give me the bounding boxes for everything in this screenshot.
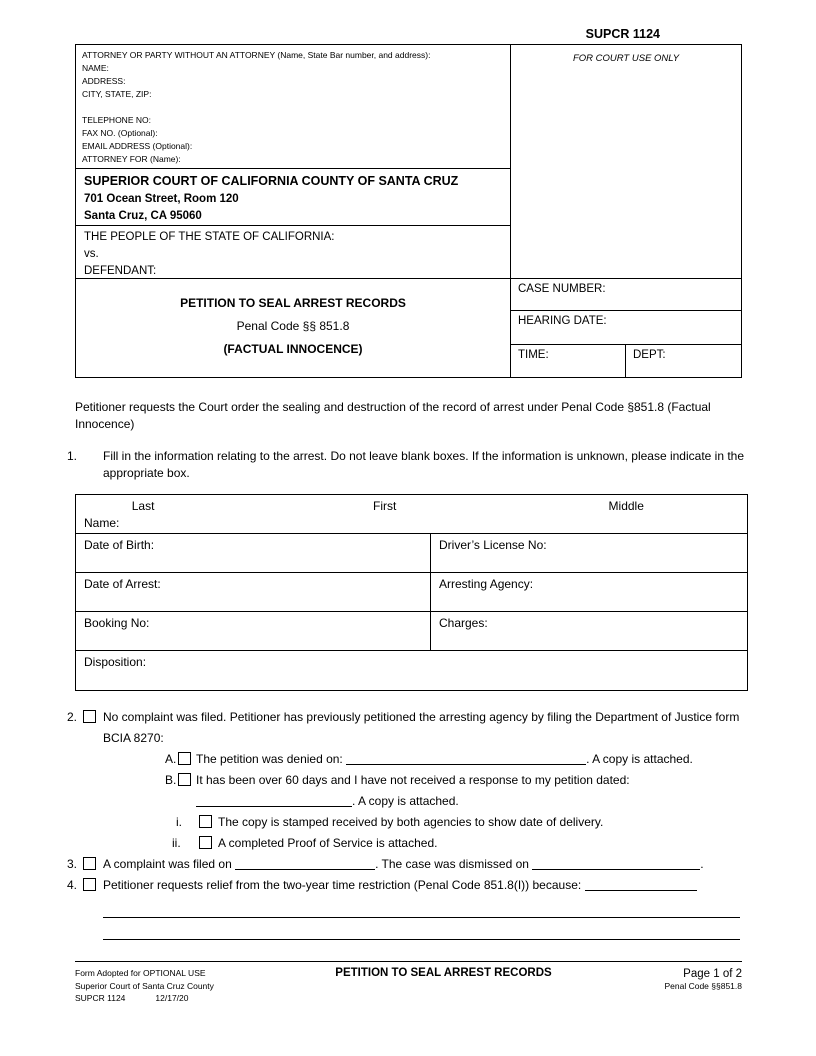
item-4-pre-text: Petitioner requests relief from the two-year time restriction (Penal Code 851.8(I)) because: [103,878,585,892]
footer-court-text: Superior Court of Santa Cruz County [75,980,214,991]
vs-label: vs. [84,248,99,260]
time-cell[interactable] [511,345,626,377]
item-2a-label: A. [165,752,177,766]
item-2b-i-checkbox[interactable] [199,815,212,828]
disposition-cell[interactable]: Disposition: [76,650,747,690]
attorney-heading: ATTORNEY OR PARTY WITHOUT AN ATTORNEY (Name, State Bar number, and address): [82,50,431,60]
item-4-number: 4. [67,878,78,892]
case-number-cell[interactable] [511,279,741,311]
name-field-label: Name: [84,516,120,530]
item-3 [67,854,748,875]
item-2b-ii-label: ii. [172,836,181,850]
form-title-cell [76,279,510,377]
item-2-text: No complaint was filed. Petitioner has previously petitioned the arresting agency by filing the Department of Justice form BCIA 8270: [103,710,740,745]
court-address-2: Santa Cruz, CA 95060 [84,210,202,222]
name-header-first: First [372,499,397,513]
item-2a-post-text: . A copy is attached. [586,752,693,766]
item-2a-date-blank[interactable] [346,751,586,765]
footer-form-number-row [75,992,280,1005]
item-2b-date-blank[interactable] [196,793,352,807]
table-row [76,533,747,572]
item-2b-ii-text: A completed Proof of Service is attached. [218,836,438,850]
page-footer [75,961,742,1005]
name-row[interactable] [76,495,747,533]
arresting-agency-cell[interactable]: Arresting Agency: [439,577,534,591]
hearing-date-label: HEARING DATE: [518,315,607,327]
footer-right-block [607,967,742,1005]
item-2b-ii-checkbox[interactable] [199,836,212,849]
item-2b-i [176,812,748,833]
item-2a-text [196,749,748,770]
footer-left-block [75,967,280,1005]
item-1 [67,448,750,482]
footer-form-number: SUPCR 1124 [75,993,126,1003]
item-2-number: 2. [67,710,78,724]
people-label: THE PEOPLE OF THE STATE OF CALIFORNIA: [84,231,335,243]
city-state-zip-label: CITY, STATE, ZIP: [82,89,152,99]
table-row [76,572,747,611]
form-title: PETITION TO SEAL ARREST RECORDS [180,296,406,310]
item-1-number: 1. [67,449,78,463]
item-2-checkbox[interactable] [83,710,96,723]
footer-form-date: 12/17/20 [155,993,189,1003]
item-3-dismissed-date-blank[interactable] [532,856,700,870]
telephone-label: TELEPHONE NO: [82,115,151,125]
item-4-writein-line-2[interactable] [103,918,740,940]
item-3-filed-date-blank[interactable] [235,856,375,870]
form-title-subtitle: (FACTUAL INNOCENCE) [223,342,363,356]
defendant-label: DEFENDANT: [84,265,157,277]
item-2a-pre-text: The petition was denied on: [196,752,347,766]
footer-penal-code: Penal Code §§851.8 [664,981,742,991]
item-1-text: Fill in the information relating to the arrest. Do not leave blank boxes. If the information is unknown, please indicate in the appropriate box. [103,449,745,480]
item-2b-text: It has been over 60 days and I have not received a response to my petition dated: [196,773,630,787]
item-3-number: 3. [67,857,78,871]
court-use-only-cell: FOR COURT USE ONLY [511,45,741,279]
footer-form-title: PETITION TO SEAL ARREST RECORDS [335,967,552,979]
table-row [76,611,747,650]
item-2b-ii [172,833,748,854]
caption-right-column [511,45,741,377]
item-4-writein-line-1[interactable] [103,896,740,918]
item-3-mid-text: . The case was dismissed on [375,857,533,871]
case-number-label: CASE NUMBER: [518,283,606,295]
hearing-date-cell[interactable] [511,311,741,345]
charges-cell[interactable]: Charges: [439,616,488,630]
item-3-checkbox[interactable] [83,857,96,870]
form-title-code: Penal Code §§ 851.8 [236,319,350,333]
court-address-1: 701 Ocean Street, Room 120 [84,193,239,205]
footer-page-number: Page 1 of 2 [683,968,742,980]
caption-left-column [76,45,511,377]
item-4-reason-blank[interactable] [585,877,697,891]
caption-box [75,44,742,378]
court-name: SUPERIOR COURT OF CALIFORNIA COUNTY OF SANTA CRUZ [84,174,459,188]
time-label: TIME: [518,349,549,361]
item-2b [165,770,748,791]
item-2b-post-text: . A copy is attached. [352,794,459,808]
dept-cell[interactable] [626,345,741,377]
drivers-license-cell[interactable]: Driver’s License No: [439,538,547,552]
item-2b-label: B. [165,773,177,787]
date-of-birth-cell[interactable]: Date of Birth: [76,534,431,572]
name-header-last: Last [131,499,155,513]
attorney-info-cell [76,45,510,169]
name-label: NAME: [82,63,109,73]
address-label: ADDRESS: [82,76,126,86]
item-4 [67,875,748,896]
petition-intro-text: Petitioner requests the Court order the sealing and destruction of the record of arrest under Penal Code §851.8 (Factual Innocence) [75,400,711,431]
item-2b-continued [196,791,748,812]
time-dept-row [511,345,741,377]
item-2b-i-label: i. [176,815,182,829]
item-2b-checkbox[interactable] [178,773,191,786]
item-3-post-text: . [700,857,704,871]
item-4-text [103,875,748,896]
item-2b-i-text: The copy is stamped received by both agencies to show date of delivery. [218,815,604,829]
fax-label: FAX NO. (Optional): [82,128,158,138]
booking-no-cell[interactable]: Booking No: [76,612,431,650]
arrest-info-table [75,494,748,691]
item-3-text [103,854,748,875]
form-number: SUPCR 1124 [585,27,660,41]
item-2a [165,749,748,770]
item-3-pre-text: A complaint was filed on [103,857,236,871]
dept-label: DEPT: [633,349,666,361]
item-4-checkbox[interactable] [83,878,96,891]
email-label: EMAIL ADDRESS (Optional): [82,141,193,151]
attorney-for-label: ATTORNEY FOR (Name): [82,154,181,164]
spacer [82,101,504,114]
petition-items [67,707,748,940]
court-info-cell [76,169,510,226]
item-2a-checkbox[interactable] [178,752,191,765]
date-of-arrest-cell[interactable]: Date of Arrest: [76,573,431,611]
name-header-middle: Middle [608,499,644,513]
parties-cell [76,226,510,279]
footer-adopted-text: Form Adopted for OPTIONAL USE [75,968,206,978]
item-2 [67,707,748,749]
